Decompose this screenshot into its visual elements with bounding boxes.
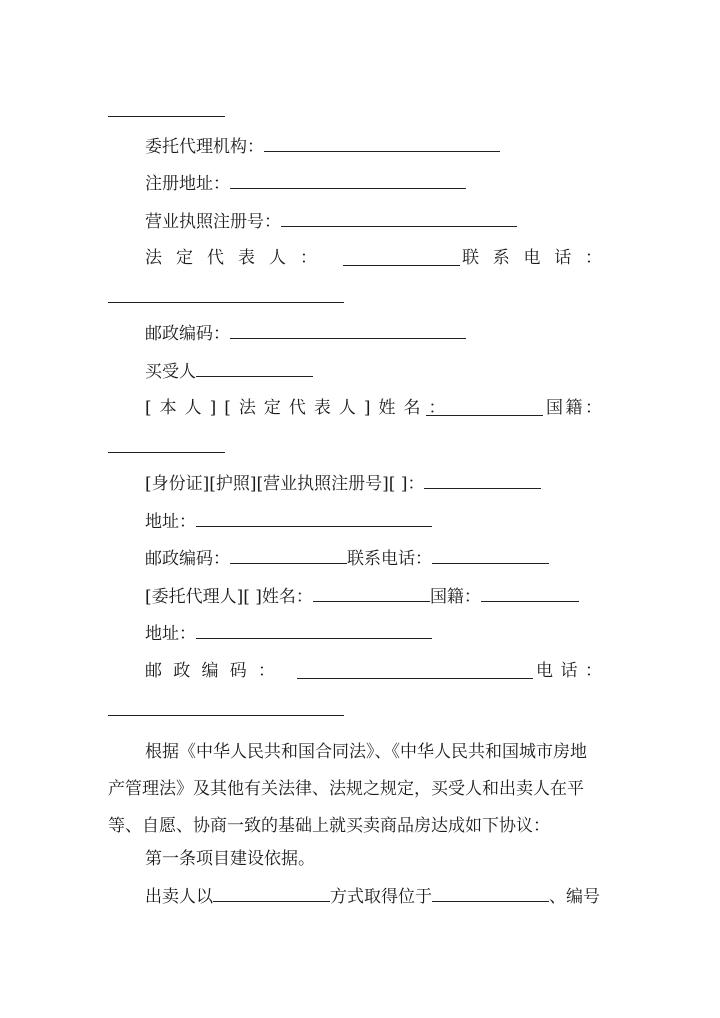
reg-address-blank[interactable] — [230, 171, 466, 189]
char: ： — [300, 248, 317, 268]
postcode-blank[interactable] — [230, 321, 466, 339]
char: 籍 — [565, 398, 583, 418]
legal-rep-label — [145, 246, 317, 270]
id-label: [身份证][护照][营业执照注册号][ ]： — [145, 474, 425, 494]
legal-rep-blank[interactable] — [343, 265, 460, 266]
char: 系 — [492, 248, 510, 268]
char: ： — [585, 661, 602, 681]
address2-blank[interactable] — [196, 621, 432, 639]
char: 电 — [523, 248, 541, 268]
article-1-heading: 第一条项目建设依据。 — [145, 849, 315, 869]
char: 法 — [145, 248, 162, 268]
buyer-name-blank[interactable] — [426, 415, 543, 416]
char: 代 — [207, 248, 224, 268]
phone3-blank[interactable] — [108, 715, 344, 716]
phone2-blank[interactable] — [432, 546, 549, 564]
id-line — [145, 471, 541, 496]
license-label: 营业执照注册号： — [145, 212, 281, 232]
char: 政 — [173, 661, 191, 681]
address2-line — [145, 621, 432, 646]
char: 国 — [546, 398, 563, 418]
basis-line-2: 产管理法》及其他有关法律、法规之规定，买受人和出卖人在平 — [108, 779, 584, 799]
nationality-blank[interactable] — [108, 452, 225, 453]
basis-paragraph — [108, 734, 608, 845]
char: 码 — [229, 661, 247, 681]
char: 话 — [560, 661, 578, 681]
buyer-blank[interactable] — [196, 359, 313, 377]
address-line — [145, 509, 432, 534]
nationality-label — [546, 396, 602, 420]
license-line — [145, 209, 517, 234]
postcode3-label — [145, 659, 275, 683]
postcode-label: 邮政编码： — [145, 324, 230, 344]
seller-text-b: 方式取得位于 — [330, 887, 432, 907]
postcode-phone-line — [145, 546, 549, 571]
postcode2-blank[interactable] — [230, 546, 347, 564]
char: ： — [585, 248, 602, 268]
char: 人 — [269, 248, 286, 268]
blank-line — [108, 116, 225, 117]
address-label: 地址： — [145, 512, 196, 532]
address-blank[interactable] — [196, 509, 432, 527]
address2-label: 地址： — [145, 624, 196, 644]
char: 邮 — [145, 661, 162, 681]
char: ： — [585, 398, 602, 418]
id-blank[interactable] — [424, 471, 541, 489]
char: 联 — [462, 248, 479, 268]
buyer-name-label: [本人][法定代表人]姓名： — [145, 398, 454, 418]
phone-label — [462, 246, 602, 270]
agent-line — [145, 584, 579, 609]
char: 电 — [536, 661, 553, 681]
postcode2-label: 邮政编码： — [145, 549, 230, 569]
agency-blank[interactable] — [264, 134, 500, 152]
seller-text-a: 出卖人以 — [145, 887, 213, 907]
char: ： — [258, 661, 275, 681]
agency-line — [145, 134, 500, 159]
phone3-label — [536, 659, 602, 683]
phone2-label: 联系电话： — [347, 549, 432, 569]
phone-blank[interactable] — [108, 302, 344, 303]
postcode3-blank[interactable] — [297, 678, 533, 679]
seller-line — [145, 884, 600, 909]
seller-text-c: 、编号 — [549, 887, 600, 907]
agency-label: 委托代理机构： — [145, 137, 264, 157]
seller-location-blank[interactable] — [432, 884, 549, 902]
reg-address-label: 注册地址： — [145, 174, 230, 194]
char: 定 — [176, 248, 193, 268]
agent-blank[interactable] — [313, 584, 430, 602]
agent-label: [委托代理人][ ]姓名： — [145, 587, 313, 607]
seller-method-blank[interactable] — [213, 884, 330, 902]
buyer-label: 买受人 — [145, 362, 196, 382]
nationality2-blank[interactable] — [481, 584, 579, 602]
license-blank[interactable] — [281, 209, 517, 227]
char: 编 — [201, 661, 219, 681]
reg-address-line — [145, 171, 466, 196]
basis-line-3: 等、自愿、协商一致的基础上就买卖商品房达成如下协议： — [108, 816, 550, 836]
char: 表 — [238, 248, 255, 268]
buyer-line — [145, 359, 313, 384]
nationality2-label: 国籍： — [429, 587, 481, 607]
basis-line-1: 根据《中华人民共和国合同法》、《中华人民共和国城市房地 — [145, 742, 587, 762]
postcode-line — [145, 321, 466, 346]
char: 话 — [554, 248, 572, 268]
